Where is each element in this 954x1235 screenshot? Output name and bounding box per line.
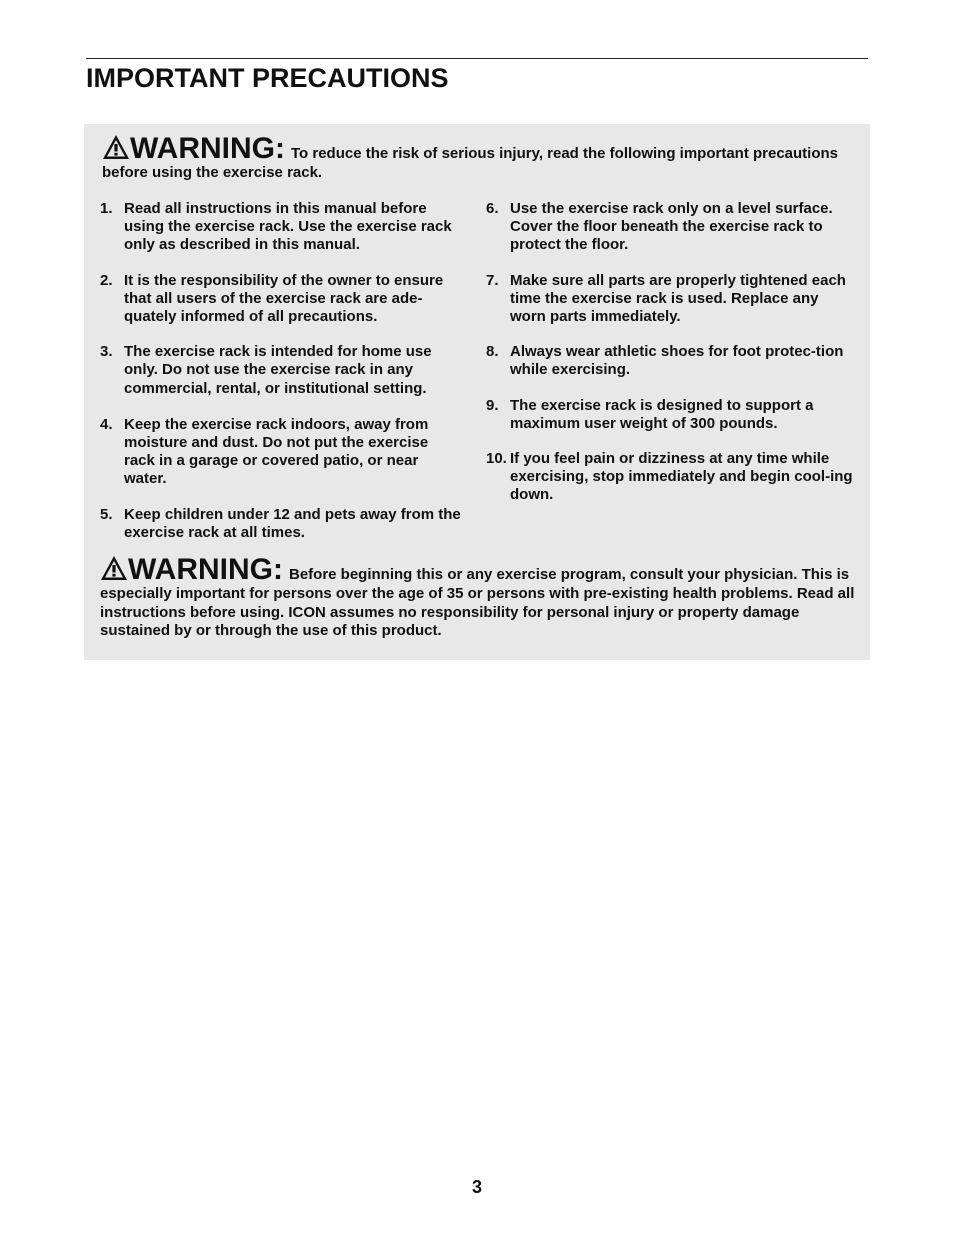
list-item-number: 6. bbox=[486, 200, 499, 217]
list-item-number: 7. bbox=[486, 271, 499, 289]
warning-label: WARNING: bbox=[128, 553, 283, 586]
list-item bbox=[486, 397, 858, 433]
list-item-number: 8. bbox=[486, 343, 499, 361]
list-item-number: 5. bbox=[100, 505, 113, 523]
warning-heading bbox=[100, 553, 289, 586]
list-item-number: 9. bbox=[486, 396, 499, 414]
list-item bbox=[100, 272, 462, 327]
top-divider bbox=[86, 58, 868, 59]
precautions-column-right bbox=[486, 200, 858, 505]
list-item bbox=[486, 200, 858, 255]
list-item-text: The exercise rack is designed to support a maximum user weight of 300 pounds. bbox=[510, 396, 814, 432]
warning-block-bottom bbox=[100, 555, 860, 641]
list-item bbox=[486, 450, 858, 505]
list-item-text: Keep the exercise rack indoors, away from moisture and dust. Do not put the exercise rack in a garage or covered patio, or near water. bbox=[124, 415, 429, 488]
list-item-number: 4. bbox=[100, 415, 113, 433]
list-item-number: 1. bbox=[100, 200, 113, 217]
warning-block-top bbox=[102, 134, 862, 183]
warning-triangle-icon bbox=[102, 134, 130, 160]
list-item bbox=[486, 343, 858, 379]
list-item-text: Keep children under 12 and pets away from the exercise rack at all times. bbox=[124, 505, 461, 541]
list-item bbox=[100, 506, 462, 542]
precautions-panel bbox=[84, 124, 870, 660]
warning-label: WARNING: bbox=[130, 132, 285, 165]
list-item-text: Use the exercise rack only on a level surface. Cover the floor beneath the exercise rack to protect the floor. bbox=[510, 200, 833, 254]
page-title: IMPORTANT PRECAUTIONS bbox=[86, 63, 449, 93]
list-item-number: 2. bbox=[100, 271, 113, 289]
list-item bbox=[486, 272, 858, 327]
list-item-number: 3. bbox=[100, 343, 113, 361]
list-item-text: Always wear athletic shoes for foot protec-tion while exercising. bbox=[510, 343, 844, 379]
list-item-text: The exercise rack is intended for home use only. Do not use the exercise rack in any commercial, rental, or institutional setting. bbox=[124, 343, 432, 397]
list-item bbox=[100, 200, 462, 255]
list-item-text: Read all instructions in this manual before using the exercise rack. Use the exercise rack only as described in this manual. bbox=[124, 200, 452, 254]
warning-heading bbox=[102, 132, 291, 165]
warning-text: Before beginning this or any exercise program, consult your physician. This is especially important for persons over the age of 35 or persons with pre-existing health problems. Read all instructions before using. ICON assumes no responsibility for personal injury or property damage sustained by or through the use of this product. bbox=[100, 566, 855, 639]
list-item-number: 10. bbox=[486, 450, 507, 468]
list-item bbox=[100, 416, 462, 489]
page-number: 3 bbox=[471, 1177, 482, 1197]
warning-text: To reduce the risk of serious injury, read the following important precautions before using the exercise rack. bbox=[102, 145, 839, 181]
precautions-column-left bbox=[100, 200, 462, 542]
warning-triangle-icon bbox=[100, 555, 128, 581]
list-item-text: It is the responsibility of the owner to ensure that all users of the exercise rack are ade-quately informed of all precautions. bbox=[124, 271, 444, 326]
list-item-text: If you feel pain or dizziness at any time while exercising, stop immediately and begin cool-ing down. bbox=[510, 450, 853, 504]
list-item-text: Make sure all parts are properly tightened each time the exercise rack is used. Replace any worn parts immediately. bbox=[510, 271, 846, 326]
list-item bbox=[100, 343, 462, 398]
